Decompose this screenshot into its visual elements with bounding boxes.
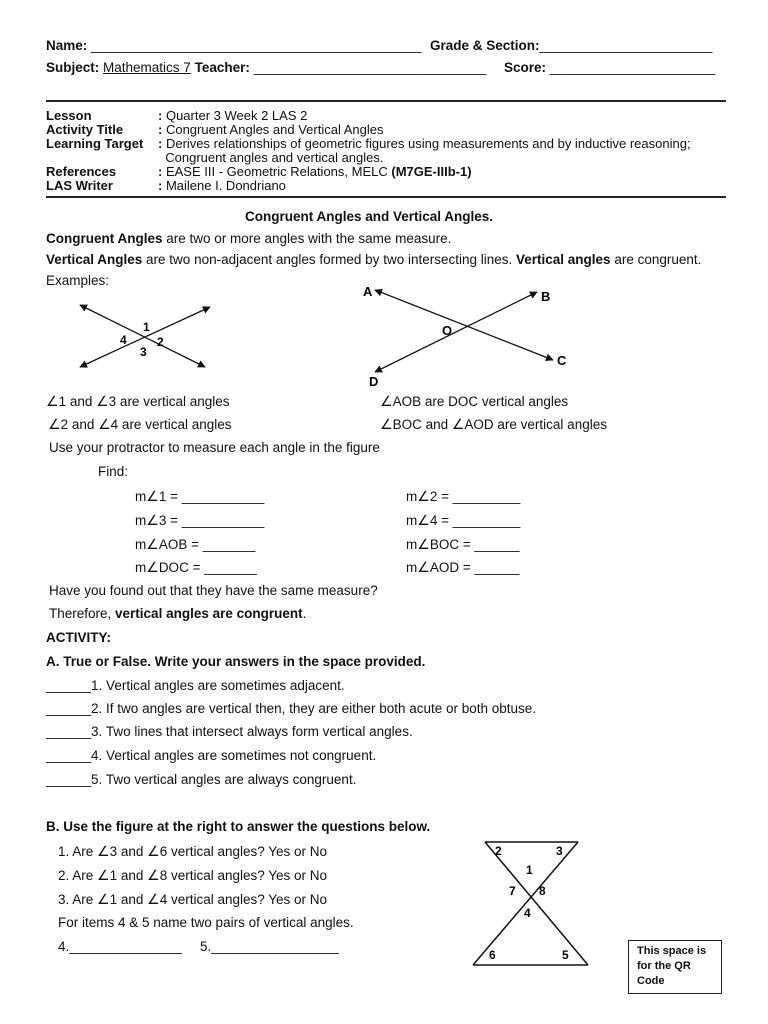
name-label: Name:: [46, 38, 88, 53]
top-divider: [46, 100, 726, 102]
part-b-note: For items 4 & 5 name two pairs of vertical angles.: [58, 915, 354, 930]
header-grade-line: [430, 38, 712, 53]
examples-label: Examples:: [46, 273, 110, 288]
measure-3: m∠3 = ___________: [135, 512, 265, 528]
fig3-label-2: 2: [495, 844, 502, 858]
meta-learning-target: Learning Target : Derives relationships of geometric figures using measurements and by inductive reasoning;: [46, 136, 691, 151]
fig3-label-6: 6: [489, 948, 496, 962]
part-a-item-3[interactable]: ______3. Two lines that intersect always form vertical angles.: [46, 724, 413, 739]
header-score-line: [504, 60, 715, 75]
part-b-question-3: 3. Are ∠1 and ∠4 vertical angles? Yes or No: [58, 891, 328, 907]
fig1-label-3: 3: [140, 345, 147, 359]
fig1-label-2: 2: [157, 335, 164, 349]
header-subject-line: [46, 60, 486, 75]
fig3-label-8: 8: [539, 884, 546, 898]
name-field[interactable]: ____________________________________________: [91, 38, 422, 53]
measure-2: m∠2 = _________: [406, 488, 521, 504]
part-b-title: B. Use the figure at the right to answer the questions below.: [46, 819, 431, 834]
part-a-item-5[interactable]: ______5. Two vertical angles are always congruent.: [46, 772, 357, 787]
header-name-line: [46, 38, 421, 53]
fig3-label-4: 4: [524, 906, 531, 920]
measure-2-blank[interactable]: _________: [452, 489, 521, 504]
measure-aod: m∠AOD = ______: [406, 559, 520, 575]
measure-1-blank[interactable]: ___________: [181, 489, 265, 504]
measure-4: m∠4 = _________: [406, 512, 521, 528]
measure-aob-blank[interactable]: _______: [202, 537, 256, 552]
part-a-item-4[interactable]: ______4. Vertical angles are sometimes not congruent.: [46, 748, 377, 763]
fig2-label-o: O: [442, 323, 453, 338]
fig1-label-1: 1: [143, 320, 150, 334]
statement-boc-aod: ∠BOC and ∠AOD are vertical angles: [380, 416, 607, 432]
measure-1: m∠1 = ___________: [135, 488, 265, 504]
grade-label: Grade & Section:: [430, 38, 540, 53]
fig2-label-c: C: [557, 353, 567, 368]
therefore-statement: Therefore, vertical angles are congruent.: [49, 606, 307, 621]
subject-label: Subject:: [46, 60, 100, 75]
teacher-field[interactable]: _______________________________: [253, 60, 487, 75]
subject-value: Mathematics 7: [103, 60, 191, 75]
measure-3-blank[interactable]: ___________: [181, 513, 265, 528]
part-a-item-2[interactable]: ______2. If two angles are vertical then, they are either both acute or both obtuse.: [46, 701, 537, 716]
qr-code-placeholder: This space is for the QR Code: [628, 940, 722, 994]
measure-doc: m∠DOC = _______: [135, 559, 257, 575]
meta-las-writer: LAS Writer : Mailene I. Dondriano: [46, 178, 286, 193]
measure-boc-blank[interactable]: ______: [474, 537, 520, 552]
part-b-answer-5[interactable]: 5._________________: [200, 939, 339, 954]
figure-intersecting-lines: [70, 295, 230, 375]
measure-doc-blank[interactable]: _______: [204, 560, 257, 575]
find-label: Find:: [98, 464, 129, 479]
fig3-label-1: 1: [526, 863, 533, 877]
fig2-label-d: D: [369, 374, 379, 389]
meta-learning-target-cont: Congruent angles and vertical angles.: [165, 150, 384, 165]
meta-activity-title: Activity Title : Congruent Angles and Vertical Angles: [46, 122, 384, 137]
fig2-label-b: B: [541, 289, 551, 304]
question-same-measure: Have you found out that they have the same measure?: [49, 583, 378, 598]
statement-1-3: ∠1 and ∠3 are vertical angles: [46, 393, 230, 409]
meta-divider: [46, 196, 726, 198]
measure-aob: m∠AOB = _______: [135, 536, 256, 552]
fig3-label-5: 5: [562, 948, 569, 962]
fig1-label-4: 4: [120, 333, 127, 347]
figure-hourglass: [465, 835, 595, 970]
statement-aob-doc: ∠AOB are DOC vertical angles: [380, 393, 569, 409]
def-congruent: Congruent Angles are two or more angles with the same measure.: [46, 231, 452, 246]
statement-2-4: ∠2 and ∠4 are vertical angles: [48, 416, 232, 432]
activity-label: ACTIVITY:: [46, 630, 111, 645]
page-title: Congruent Angles and Vertical Angles.: [245, 209, 494, 224]
fig3-label-7: 7: [509, 884, 516, 898]
teacher-label: Teacher:: [194, 60, 250, 75]
score-label: Score:: [504, 60, 547, 75]
score-field[interactable]: ______________________: [549, 60, 715, 75]
def-vertical: Vertical Angles are two non-adjacent angles formed by two intersecting lines. Vertical angles are congruent.: [46, 252, 702, 267]
measure-boc: m∠BOC = ______: [406, 536, 520, 552]
part-b-question-2: 2. Are ∠1 and ∠8 vertical angles? Yes or No: [58, 867, 328, 883]
fig2-label-a: A: [363, 284, 373, 299]
measure-aod-blank[interactable]: ______: [474, 560, 520, 575]
protractor-instruction: Use your protractor to measure each angle in the figure: [49, 440, 380, 455]
part-a-item-1[interactable]: ______1. Vertical angles are sometimes adjacent.: [46, 678, 345, 693]
fig3-label-3: 3: [556, 844, 563, 858]
measure-4-blank[interactable]: _________: [452, 513, 521, 528]
grade-field[interactable]: _______________________: [539, 38, 713, 53]
part-b-question-1: 1. Are ∠3 and ∠6 vertical angles? Yes or No: [58, 843, 328, 859]
meta-lesson: Lesson : Quarter 3 Week 2 LAS 2: [46, 108, 308, 123]
part-b-answer-4[interactable]: 4._______________: [58, 939, 182, 954]
meta-references: References : EASE III - Geometric Relations, MELC (M7GE-IIIb-1): [46, 164, 472, 179]
figure-aob-doc: [355, 280, 585, 395]
part-a-title: A. True or False. Write your answers in the space provided.: [46, 654, 426, 669]
